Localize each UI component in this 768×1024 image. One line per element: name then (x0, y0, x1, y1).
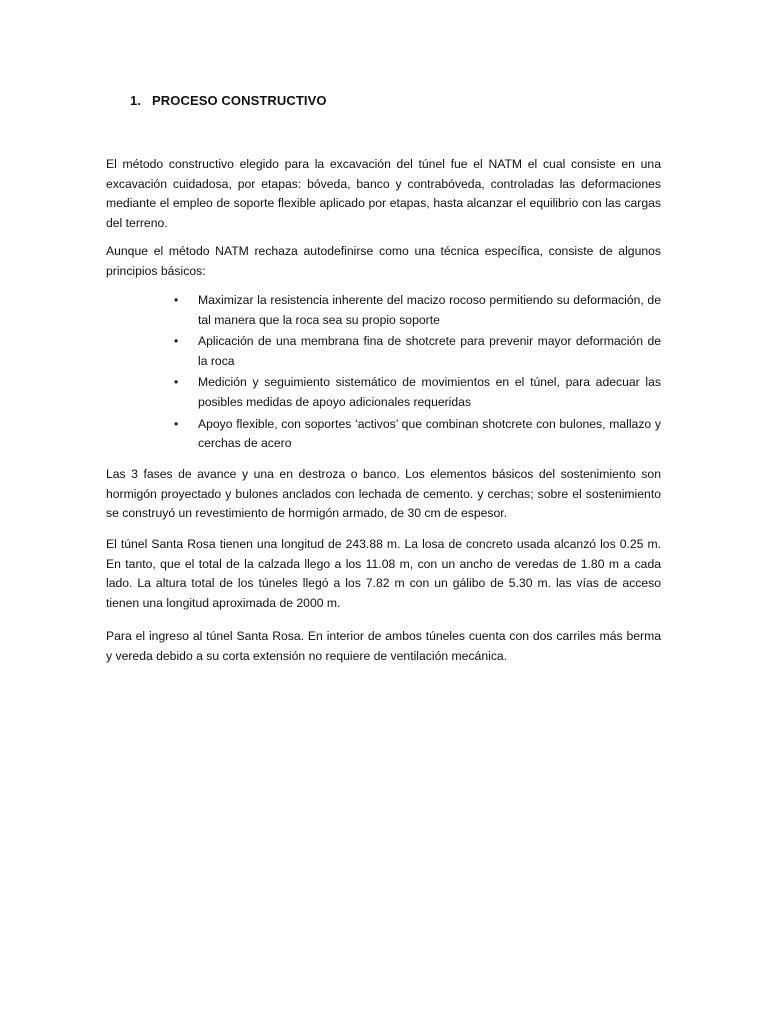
paragraph-principles-intro: Aunque el método NATM rechaza autodefinirse como una técnica específica, consiste de algunos principios básicos: (106, 244, 661, 278)
section-title: PROCESO CONSTRUCTIVO (152, 93, 327, 108)
paragraph-phases: Las 3 fases de avance y una en destroza o banco. Los elementos básicos del sostenimiento son hormigón proyectado y bulones anclados con lechada de cemento. y cerchas; sobre el sostenimiento se construyó un revestimiento de hormigón armado, de 30 cm de espesor. (106, 467, 661, 521)
list-item-text: Maximizar la resistencia inherente del macizo rocoso permitiendo su deformación, de tal manera que la roca sea su propio soporte (198, 293, 661, 327)
list-item-text: Medición y seguimiento sistemático de movimientos en el túnel, para adecuar las posibles medidas de apoyo adicionales requeridas (198, 375, 661, 409)
section-number: 1. (130, 93, 142, 108)
list-item (106, 415, 661, 454)
principles-list (106, 291, 661, 456)
paragraph-method: El método constructivo elegido para la excavación del túnel fue el NATM el cual consiste en una excavación cuidadosa, por etapas: bóveda, banco y contrabóveda, controladas las deformaciones mediante el empleo de soporte flexible aplicado por etapas, hasta alcanzar el equilibrio con las cargas del terreno. (106, 157, 661, 230)
list-item-text: Aplicación de una membrana fina de shotcrete para prevenir mayor deformación de la roca (198, 334, 661, 368)
bullet-marker: • (174, 293, 179, 307)
paragraph-tunnel-dimensions: El túnel Santa Rosa tienen una longitud de 243.88 m. La losa de concreto usada alcanzó los 0.25 m. En tanto, que el total de la calzada llego a los 11.08 m, con un ancho de veredas de 1.80 m a cada lado. La altura total de los túneles llegó a los 7.82 m con un gálibo de 5.30 m. las vías de acceso tienen una longitud aproximada de 2000 m. (106, 537, 661, 610)
list-item-text: Apoyo flexible, con soportes ‘activos’ que combinan shotcrete con bulones, mallazo y cerchas de acero (198, 416, 661, 451)
list-item (106, 373, 661, 412)
bullet-marker: • (174, 334, 179, 349)
bullet-marker: • (174, 416, 179, 431)
list-item (106, 332, 661, 371)
paragraph-tunnel-access: Para el ingreso al túnel Santa Rosa. En interior de ambos túneles cuenta con dos carriles más berma y vereda debido a su corta extensión no requiere de ventilación mecánica. (106, 629, 661, 663)
bullet-marker: • (174, 375, 179, 390)
list-item (106, 291, 661, 330)
section-heading (130, 93, 327, 108)
